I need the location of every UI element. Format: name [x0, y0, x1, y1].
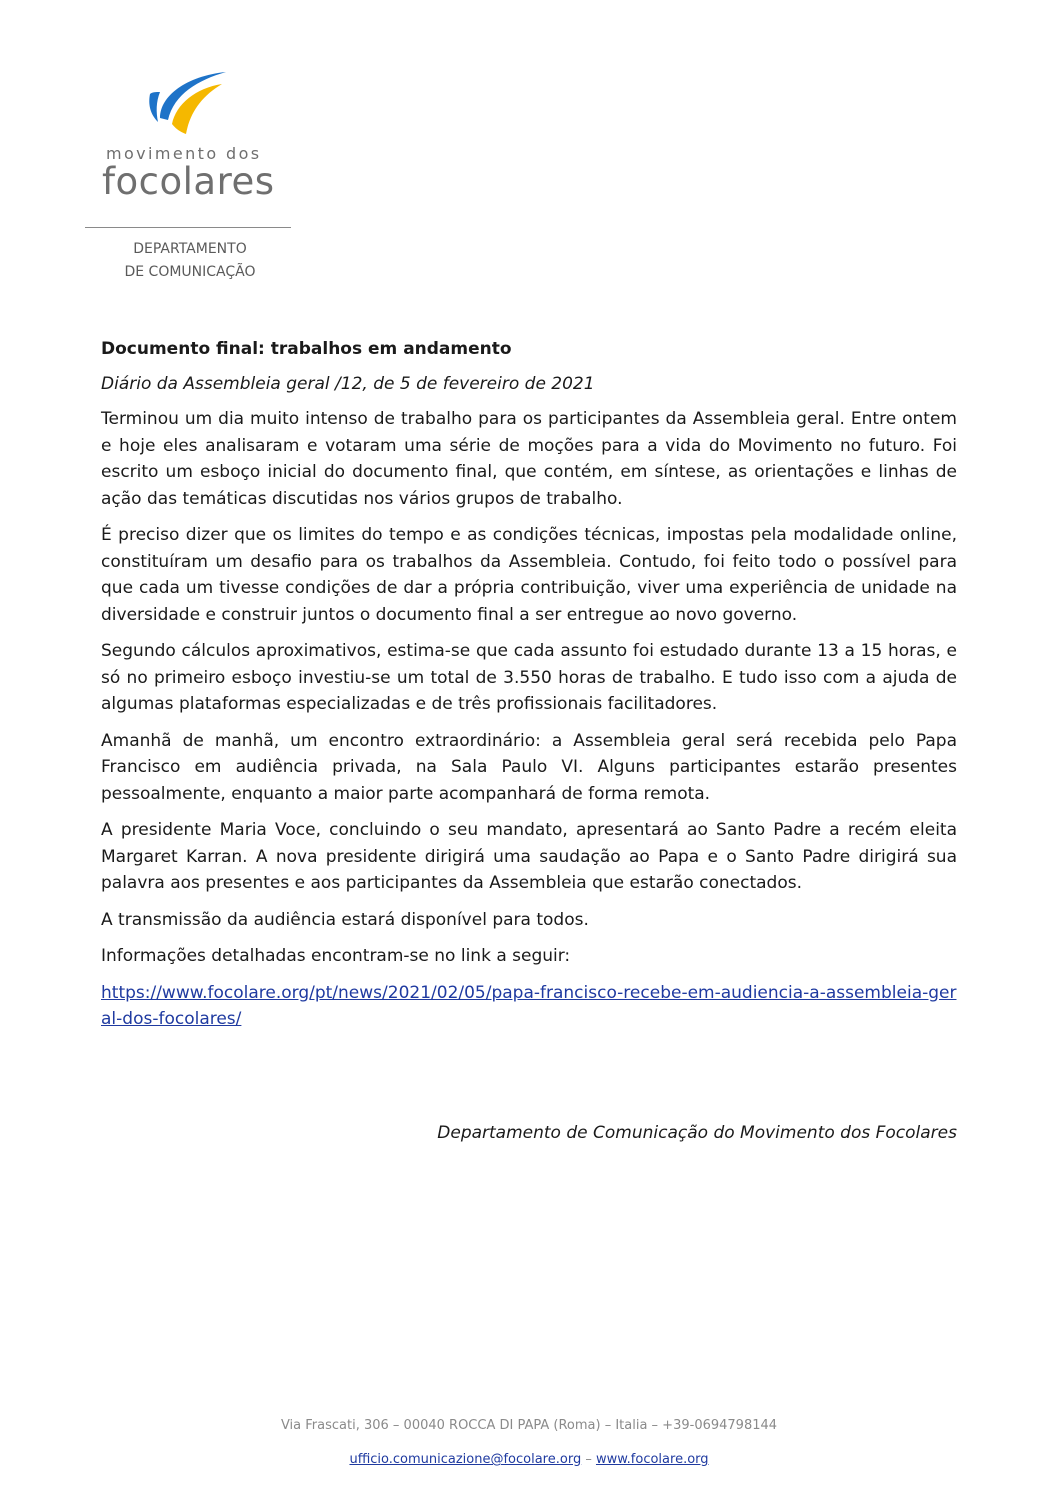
- footer-website-link[interactable]: www.focolare.org: [595, 1452, 709, 1467]
- footer-separator: –: [581, 1452, 596, 1467]
- logo-title: focolares: [102, 160, 275, 203]
- header-divider: [85, 227, 291, 228]
- footer-address: Via Frascati, 306 – 00040 ROCCA DI PAPA (Roma) – Italia – +39-0694798144: [280, 1418, 778, 1433]
- footer-email-link[interactable]: ufficio.comunicazione@focolare.org: [349, 1452, 582, 1467]
- paragraph-1: Terminou um dia muito intenso de trabalho para os participantes da Assembleia geral. Entre ontem e hoje eles analisaram e votaram uma série de moções para a vida do Movimento no futuro. Foi escrito um esboço inicial do documento final, que contém, em síntese, as orientações e linhas de ação das temáticas discutidas nos vários grupos de trabalho.: [101, 409, 957, 509]
- paragraph-5: A presidente Maria Voce, concluindo o seu mandato, apresentará ao Santo Padre a recém eleita Margaret Karran. A nova presidente dirigirá uma saudação ao Papa e o Santo Padre dirigirá sua palavra aos presentes e aos participantes da Assembleia que estarão conectados.: [101, 820, 957, 893]
- department-label: [85, 238, 295, 284]
- paragraph-4: Amanhã de manhã, um encontro extraordinário: a Assembleia geral será recebida pelo Papa Francisco em audiência privada, na Sala Paulo VI. Alguns participantes estarão presentes pessoalmente, enquanto a maior parte acompanhará de forma remota.: [101, 730, 957, 804]
- logo-subtitle: movimento dos: [106, 144, 262, 163]
- department-line-1: DEPARTAMENTO: [133, 241, 247, 257]
- paragraph-3: Segundo cálculos aproximativos, estima-se que cada assunto foi estudado durante 13 a 15 horas, e só no primeiro esboço investiu-se um total de 3.550 horas de trabalho. E tudo isso com a ajuda de algumas plataformas especializadas e de três profissionais facilitadores.: [101, 641, 957, 714]
- paragraph-6: A transmissão da audiência estará disponível para todos.: [101, 909, 589, 930]
- department-line-2: DE COMUNICAÇÃO: [124, 264, 256, 280]
- signature: Departamento de Comunicação do Movimento dos Focolares: [437, 1123, 957, 1143]
- paragraph-7: Informações detalhadas encontram-se no link a seguir:: [101, 946, 571, 966]
- document-title: Documento final: trabalhos em andamento: [101, 339, 512, 359]
- footer-links: [0, 1452, 1058, 1467]
- document-body: [101, 336, 957, 1033]
- paragraph-2: É preciso dizer que os limites do tempo e as condições técnicas, impostas pela modalidade online, constituíram um desafio para os trabalhos da Assembleia. Contudo, foi feito todo o possível para que cada um tivesse condições de dar a própria contribuição, viver uma experiência de unidade na diversidade e construir juntos o documento final a ser entregue ao novo governo.: [101, 525, 957, 625]
- news-link[interactable]: https://www.focolare.org/pt/news/2021/02/05/papa-francisco-recebe-em-audiencia-a-assembleia-geral-dos-focolares/: [101, 982, 957, 1029]
- document-subtitle: Diário da Assembleia geral /12, de 5 de fevereiro de 2021: [101, 374, 595, 394]
- focolare-logo-icon: [146, 68, 236, 140]
